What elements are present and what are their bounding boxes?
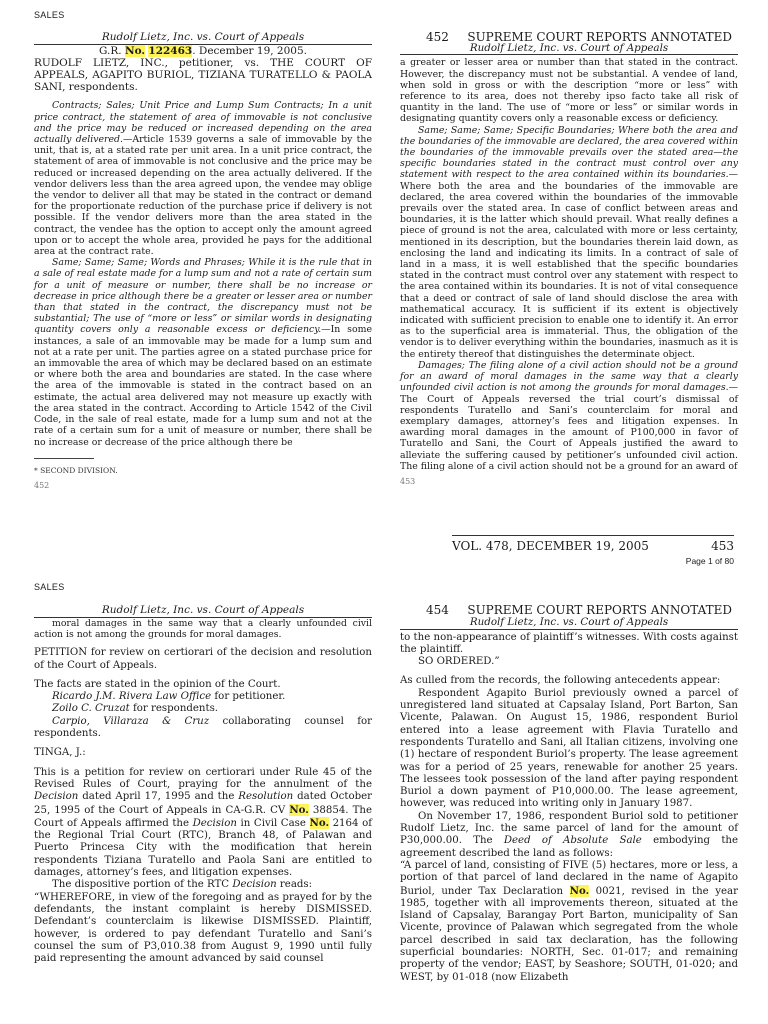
text-run: 0021, revised in the year 1985, together with all improvements thereon, situated at the Island of Capsalay, Barangay Port Barton, municipality of San Vicente, province of Palawan which segregated from the whole parcel described in said tax declaration, has the following superficial boundaries: NORTH, Sec. 01-017; and remaining property of the vendor; EAST, by Seashore; SOUTH, 01-020; and WEST, by 01-018 (now Elizabeth — [400, 885, 739, 983]
footnote-divider — [34, 458, 94, 459]
syllabus-heading: Same; Same; Same; Specific Boundaries; Where both the area and the boundaries of the immovable are declared, the area covered within the boundaries of the immovable prevails over the stated area—the specific boundaries stated in the contract must control over any statement with respect to the area contained within its boundaries. — [400, 124, 738, 181]
text-run: 38854. The Court of Appeals affirmed the — [34, 804, 372, 829]
text-run: Decision — [232, 879, 277, 891]
text-run: in Civil Case — [236, 817, 310, 829]
text-run: dated October 25, 1995 of the Court of Appeals in CA-G.R. CV — [34, 791, 373, 816]
volume-label: VOL. 478, DECEMBER 19, 2005 — [452, 539, 649, 553]
opinion-paragraph — [34, 767, 372, 880]
syllabus-text: —Article 1539 governs a sale of immovable by the unit, that is, at a stated rate per unit area. In a unit price contract, the statement of area of immovable is not conclusive and the price may be reduced or increased depending on the area actually delivered. If the vendor delivers less than the area agreed upon, the vendee may oblige the vendor to deliver all that may be stated in the contract or demand for the proportionate reduction of the purchase price if delivery is not possible. If the vendor delivers more than the area stated in the contract, the vendee has the option to accept only the amount agreed upon or to accept the whole area, provided he pays for the additional area at the contract rate. — [34, 134, 372, 258]
running-header: Rudolf Lietz, Inc. vs. Court of Appeals — [400, 616, 738, 629]
reporter-header — [400, 604, 738, 616]
syllabus-text: —In some instances, a sale of an immovable may be made for a lump sum and not at a rate per unit. The parties agree on a stated purchase price for an immovable the area of which may be declared based on an estimate or where both the area and boundaries are stated. In the case where the area of the immovable is stated in the contract based on an estimate, the actual area delivered may not measure up exactly with the area stated in the contract. According to Article 1542 of the Civil Code, in the sale of real estate, made for a lump sum and not at the rate of a certain sum for a unit of measure or number, there shall be no increase or decrease of the price although there be — [34, 324, 372, 448]
counsel-line — [34, 691, 372, 703]
text-run: dated April 17, 1995 and the — [78, 791, 239, 803]
document-page-2 — [0, 572, 768, 1024]
sheet-title: SALES — [34, 582, 65, 592]
footnote: * SECOND DIVISION. — [34, 465, 118, 475]
page-number: 452 — [426, 30, 449, 44]
search-highlight[interactable]: 122463 — [148, 45, 193, 58]
text-run: Deed of Absolute Sale — [503, 835, 642, 847]
running-header: Rudolf Lietz, Inc. vs. Court of Appeals — [34, 604, 372, 618]
page-number: 453 — [400, 476, 416, 486]
reporter-title: SUPREME COURT REPORTS ANNOTATED — [467, 603, 732, 617]
quoted-dispositive: “WHEREFORE, in view of the foregoing and as prayed for by the defendants, the instant complaint is hereby DISMISSED. Defendant’s counterclaim is likewise DISMISSED. Plaintiff, however, is ordered to pay defendant Turatello and Sani’s counsel the sum of P3,010.38 from August 9, 1990 until fully paid representing the amount advanced by said counsel — [34, 891, 372, 965]
syllabus-paragraph — [34, 100, 372, 257]
right-column — [400, 604, 738, 984]
syllabus-text: a greater or lesser area or number than that stated in the contract. However, the discrepancy must not be substantial. A vendee of land, when sold in gross or with the description “more or less” with reference to its area, does not thereby ipso facto take all risk of quantity in the land. The use of “more or less” or similar words in designating quantity covers only a reasonable excess or deficiency. — [400, 57, 738, 125]
right-column — [400, 32, 738, 487]
counsel-name: Zoilo C. Cruzat — [52, 703, 130, 715]
text-run: Resolution — [238, 791, 294, 803]
quote-continuation: to the non-appearance of plaintiff’s witnesses. With costs against the plaintiff. — [400, 631, 738, 655]
page-number: 453 — [711, 539, 734, 553]
text-run: “A parcel of land, consisting of FIVE (5) hectares, more or less, a portion of that parcel of land declared in the name of Agapito Buriol, under Tax Declaration — [400, 859, 738, 897]
counsel-line — [34, 716, 372, 741]
page-number: 454 — [426, 603, 449, 617]
reporter-title: SUPREME COURT REPORTS ANNOTATED — [467, 30, 732, 44]
facts-line: The facts are stated in the opinion of the Court. — [34, 678, 281, 690]
search-highlight[interactable]: No. — [289, 803, 309, 816]
case-number-line — [34, 46, 372, 57]
gr-date: . December 19, 2005. — [192, 45, 307, 58]
left-column — [34, 32, 372, 491]
syllabus-heading: Contracts; Sales; Unit Price and Lump Sum Contracts; In a unit price contract, the statement of area of immovable is not conclusive and the price may be reduced or increased depending on the area actually delivered. — [34, 100, 372, 146]
text-run: reads: — [276, 879, 313, 891]
search-highlight[interactable]: No. — [309, 816, 329, 829]
counsel-name: Carpio, Villaraza & Cruz — [52, 715, 210, 727]
search-highlight[interactable]: No. — [569, 884, 590, 897]
opinion-paragraph — [400, 811, 738, 860]
ponente: TINGA, J.: — [34, 747, 86, 759]
parties: RUDOLF LIETZ, INC., petitioner, vs. THE COURT OF APPEALS, AGAPITO BURIOL, TIZIANA TURATELLO & PAOLA SANI, respondents. — [34, 57, 372, 94]
text-run: embodying the agreement described the land as follows: — [400, 835, 738, 859]
volume-footer — [452, 535, 734, 553]
opinion-paragraph — [34, 879, 372, 891]
counsel-name: Ricardo J.M. Rivera Law Office — [52, 691, 212, 703]
syllabus-text: —The Court of Appeals reversed the trial court’s dismissal of respondents Turatello and Sani’s counterclaim for moral and exemplary damages, attorney’s fees and litigation expenses. In awarding moral damages in the amount of P100,000 in favor of Turatello and Sani, the Court of Appeals justified the award to alleviate the suffering caused by petitioner’s unfounded civil action. The filing alone of a civil action should not be a ground for an award of — [400, 382, 738, 472]
counsel-role: collaborating counsel for respondents. — [34, 715, 372, 740]
page-number: 452 — [34, 480, 50, 490]
text-run: The dispositive portion of the RTC — [52, 879, 233, 891]
syllabus-paragraph — [34, 257, 372, 447]
search-highlight[interactable]: No. — [124, 45, 146, 58]
syllabus-text: —Where both the area and the boundaries of the immovable are declared, the area covered within the boundaries of the immovable prevails over the stated area. In case of conflict between areas and boundaries, it is the latter which should prevail. What really defines a piece of ground is not the area, calculated with more or less certainty, mentioned in its description, but the boundaries therein laid down, as enclosing the land and indicating its limits. In a contract of sale of land in a mass, it is well established that the specific boundaries stated in the contract must control over any statement with respect to the area contained within its boundaries. It is not of vital consequence that a deed or contract of sale of land should disclose the area with mathematical accuracy. It is sufficient if its extent is objectively indicated with sufficient precision to enable one to identify it. An error as to the superficial area is immaterial. Thus, the obligation of the vendor is to deliver everything within the boundaries, inasmuch as it is the entirety thereof that distinguishes the determinate object. — [400, 169, 738, 360]
syllabus-paragraph — [400, 360, 738, 472]
syllabus-heading: Same; Same; Same; Words and Phrases; While it is the rule that in a sale of real estate made for a lump sum and not a rate of certain sum for a unit of measure or number, there shall be no increase or decrease in price although there be a greater or lesser area or number than that stated in the contract, the discrepancy must not be substantial; The use of “more or less” or similar words in designating quantity covers only a reasonable excess or deficiency. — [34, 257, 372, 336]
counsel-role: for petitioner. — [211, 691, 286, 703]
text-run: On November 17, 1986, respondent Buriol sold to petitioner Rudolf Lietz, Inc. the same parcel of land for the amount of P30,000.00. The — [400, 810, 738, 847]
text-run: This is a petition for review on certiorari under Rule 45 of the Revised Rules of Court, praying for the annulment of the — [34, 766, 372, 790]
syllabus-paragraph — [400, 125, 738, 360]
left-column — [34, 604, 372, 965]
text-run: 2164 of the Regional Trial Court (RTC), Branch 48, of Palawan and Puerto Princesa City with the modification that herein respondents Tiziana Turatello and Paola Sani are entitled to damages, attorney’s fees, and litigation expenses. — [34, 817, 372, 879]
syllabus-heading: Damages; The filing alone of a civil action should not be a ground for an award of moral damages in the same way that a clearly unfounded civil action is not among the grounds for moral damages. — [400, 359, 738, 394]
text-run: Decision — [34, 791, 79, 803]
petition-line: PETITION for review on certiorari of the decision and resolution of the Court of Appeals. — [34, 647, 372, 671]
counsel-role: for respondents. — [129, 703, 219, 715]
quoted-deed — [400, 860, 738, 984]
sheet-title: SALES — [34, 10, 65, 20]
gr-prefix: G.R. — [99, 45, 122, 58]
opinion-paragraph: Respondent Agapito Buriol previously owned a parcel of unregistered land situated at Capsalay Island, Port Barton, San Vicente, Palawan. On August 15, 1986, respondent Buriol entered into a lease agreement with Flavia Turatello and respondents Turatello and Sani, all Italian citizens, involving one (1) hectare of respondent Buriol’s property. The lease agreement was for a period of 25 years, renewable for another 25 years. The lessees took possession of the land after paying respondent Buriol a down payment of P10,000.00. The lease agreement, however, was reduced into writing only in January 1987. — [400, 687, 738, 810]
page-indicator: Page 1 of 80 — [685, 556, 734, 566]
opinion-paragraph: As culled from the records, the following antecedents appear: — [400, 675, 721, 687]
running-header: Rudolf Lietz, Inc. vs. Court of Appeals — [400, 43, 738, 55]
counsel-line — [34, 703, 372, 715]
text-run: Decision — [192, 817, 237, 829]
syllabus-text: moral damages in the same way that a clearly unfounded civil action is not among the grounds for moral damages. — [34, 618, 372, 641]
so-ordered: SO ORDERED.” — [418, 656, 500, 668]
running-header: Rudolf Lietz, Inc. vs. Court of Appeals — [34, 32, 372, 45]
